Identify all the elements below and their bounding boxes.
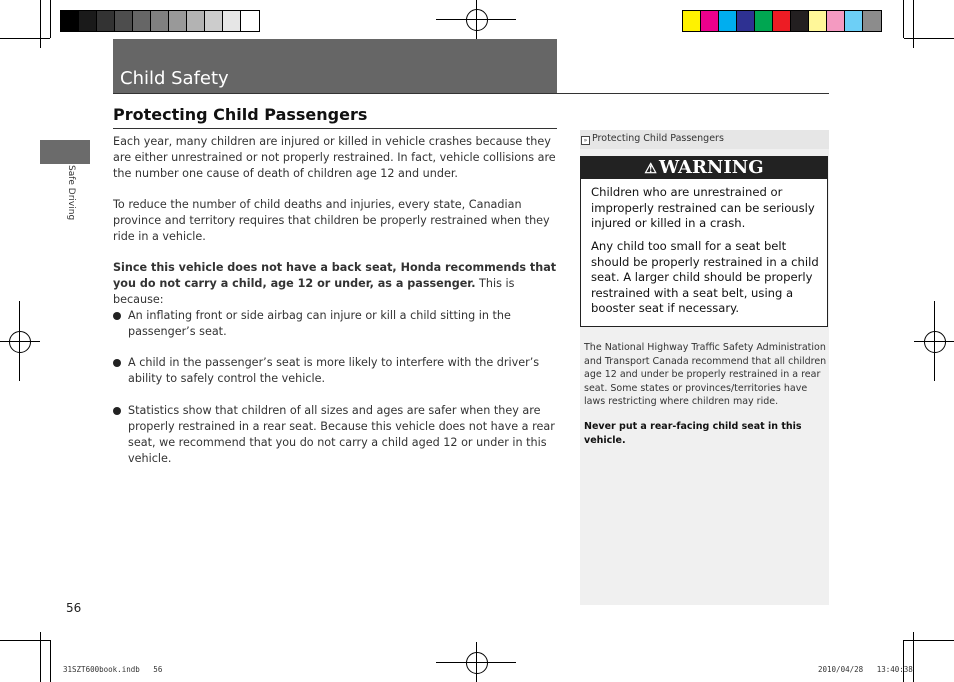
color-swatch <box>827 11 845 31</box>
crop-mark <box>904 38 954 39</box>
section-title: Protecting Child Passengers <box>113 105 368 124</box>
color-swatch <box>701 11 719 31</box>
sidebar-strong-note: Never put a rear-facing child seat in this vehicle. <box>584 421 802 446</box>
crop-mark <box>913 0 914 48</box>
warning-icon: ⚠ <box>644 161 657 177</box>
crop-mark <box>903 0 904 38</box>
paragraph-rest: This is because: <box>113 277 515 306</box>
gray-swatch <box>241 11 259 31</box>
crop-mark <box>0 640 50 641</box>
color-swatch <box>755 11 773 31</box>
chapter-title: Child Safety <box>120 68 229 89</box>
bullet-icon <box>113 359 121 367</box>
warning-text: Any child too small for a seat belt should be properly restrained in a child seat. A larger child should be properly restrained with a seat belt, using a booster seat if necessary. <box>591 239 819 315</box>
crop-mark <box>913 632 914 682</box>
registration-mark <box>934 301 935 381</box>
crop-mark <box>903 640 904 682</box>
registration-mark <box>476 642 477 682</box>
page-number: 56 <box>66 601 82 615</box>
gray-swatch <box>133 11 151 31</box>
crop-mark <box>50 0 51 38</box>
gray-swatch <box>205 11 223 31</box>
sidebar-header-label: Protecting Child Passengers <box>592 133 724 144</box>
color-swatch <box>737 11 755 31</box>
color-swatch <box>773 11 791 31</box>
registration-mark <box>924 331 946 353</box>
footer-file: 31SZT600book.indb 56 <box>63 665 163 674</box>
bullet-icon <box>113 407 121 415</box>
side-tab-label: Safe Driving <box>66 165 76 221</box>
side-tab <box>40 140 90 164</box>
registration-mark <box>476 0 477 40</box>
gray-swatch <box>169 11 187 31</box>
grayscale-bar <box>60 10 260 32</box>
header-rule <box>113 93 829 94</box>
paragraph-bold: Since this vehicle does not have a back seat, Honda recommends that you do not carry a child, age 12 or under, as a passenger. <box>113 261 557 290</box>
bullet-icon <box>113 312 121 320</box>
crop-mark <box>40 632 41 682</box>
registration-mark <box>466 9 488 31</box>
warning-title: WARNING <box>658 157 764 178</box>
crop-mark <box>50 640 51 682</box>
gray-swatch <box>151 11 169 31</box>
section-rule <box>113 128 557 129</box>
warning-box <box>580 156 828 327</box>
color-swatch <box>809 11 827 31</box>
crop-mark <box>904 640 954 641</box>
paragraph: To reduce the number of child deaths and injuries, every state, Canadian province and territory requires that children be properly restrained when they ride in a vehicle. <box>113 198 550 243</box>
gray-swatch <box>97 11 115 31</box>
registration-mark <box>9 331 31 353</box>
color-swatch <box>791 11 809 31</box>
color-swatch <box>845 11 863 31</box>
sidebar-note: The National Highway Traffic Safety Administration and Transport Canada recommend that all children age 12 and under be properly restrained in a rear seat. Some states or provinces/territories have laws restricting where children may ride. <box>584 342 827 407</box>
registration-mark <box>466 652 488 674</box>
gray-swatch <box>115 11 133 31</box>
color-swatch <box>863 11 881 31</box>
color-bar <box>682 10 882 32</box>
paragraph <box>113 260 559 308</box>
warning-text: Children who are unrestrained or improperly restrained can be seriously injured or killed in a crash. <box>591 185 815 230</box>
warning-banner <box>581 157 827 179</box>
crop-mark <box>0 38 50 39</box>
list-item-text: An inflating front or side airbag can injure or kill a child sitting in the passenger’s seat. <box>128 309 511 338</box>
registration-mark <box>0 341 40 342</box>
footer-timestamp: 2010/04/28 13:40:38 <box>818 665 913 674</box>
gray-swatch <box>223 11 241 31</box>
registration-mark <box>19 301 20 381</box>
crop-mark <box>40 0 41 48</box>
gray-swatch <box>187 11 205 31</box>
gray-swatch <box>61 11 79 31</box>
reference-icon: » <box>581 136 590 145</box>
gray-swatch <box>79 11 97 31</box>
color-swatch <box>719 11 737 31</box>
color-swatch <box>683 11 701 31</box>
paragraph: Each year, many children are injured or killed in vehicle crashes because they are either unrestrained or not properly restrained. In fact, vehicle collisions are the number one cause of death of children age 12 and under. <box>113 135 556 180</box>
list-item-text: A child in the passenger’s seat is more likely to interfere with the driver’s ability to safely control the vehicle. <box>128 356 540 385</box>
list-item-text: Statistics show that children of all sizes and ages are safer when they are properly restrained in a rear seat. Because this vehicle does not have a rear seat, we recommend that you do not carry a child aged 12 or under in this vehicle. <box>128 404 555 465</box>
